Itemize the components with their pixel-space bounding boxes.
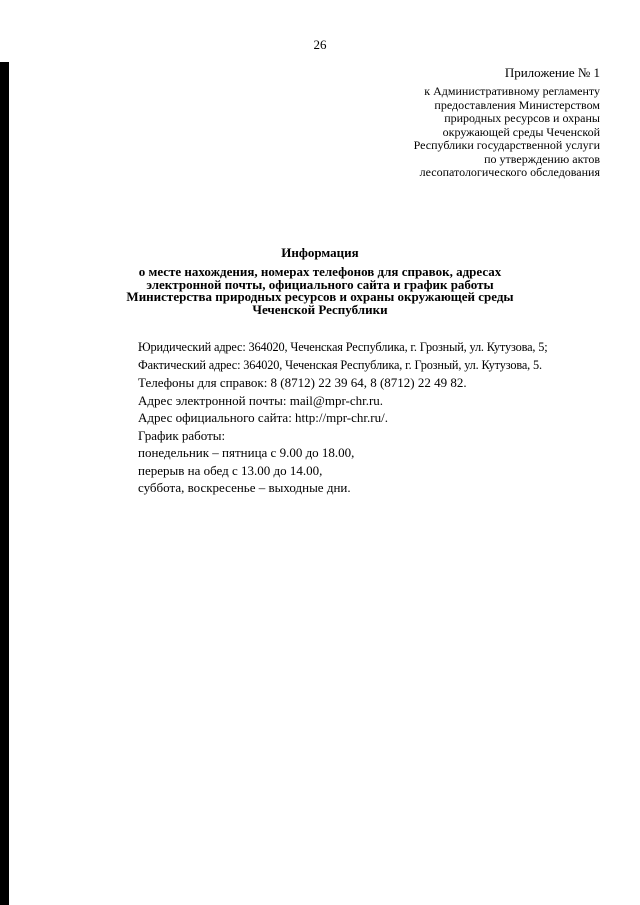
schedule-weekend: суббота, воскресенье – выходные дни. bbox=[138, 480, 351, 495]
appendix-title: Приложение № 1 bbox=[504, 65, 600, 80]
legal-address: Юридический адрес: 364020, Чеченская Республика, г. Грозный, ул. Кутузова, 5; bbox=[138, 340, 548, 354]
subtitle-line: Министерства природных ресурсов и охраны окружающей среды bbox=[126, 289, 514, 304]
document-subtitle bbox=[60, 266, 580, 316]
contact-info bbox=[138, 339, 548, 497]
schedule-lunch: перерыв на обед с 13.00 до 14.00, bbox=[138, 462, 323, 478]
email-address: Адрес электронной почты: mail@mpr-chr.ru. bbox=[138, 392, 384, 408]
appendix-line: лесопатологического обследования bbox=[419, 165, 600, 179]
schedule-weekdays: понедельник – пятница с 9.00 до 18.00, bbox=[138, 445, 355, 460]
appendix-line: по утверждению актов bbox=[484, 151, 600, 166]
appendix-line: природных ресурсов и охраны bbox=[444, 111, 600, 125]
subtitle-line: электронной почты, официального сайта и график работы bbox=[146, 276, 494, 292]
actual-address: Фактический адрес: 364020, Чеченская Республика, г. Грозный, ул. Кутузова, 5. bbox=[138, 357, 542, 372]
appendix-line: окружающей среды Чеченской bbox=[442, 124, 600, 139]
appendix-line: к Административному регламенту bbox=[424, 84, 600, 98]
appendix-reference bbox=[414, 85, 600, 180]
appendix-line: предоставления Министерством bbox=[434, 97, 600, 112]
document-title: Информация bbox=[281, 245, 359, 260]
schedule-title: График работы: bbox=[138, 427, 226, 443]
appendix-line: Республики государственной услуги bbox=[413, 138, 600, 152]
website-address: Адрес официального сайта: http://mpr-chr.ru/. bbox=[138, 410, 388, 425]
subtitle-line: о месте нахождения, номерах телефонов для справок, адресах bbox=[138, 264, 502, 279]
page-number: 26 bbox=[313, 37, 327, 52]
subtitle-line: Чеченской Республики bbox=[252, 301, 388, 317]
phones: Телефоны для справок: 8 (8712) 22 39 64, 8 (8712) 22 49 82. bbox=[138, 375, 467, 390]
scan-edge-bar bbox=[0, 62, 9, 905]
